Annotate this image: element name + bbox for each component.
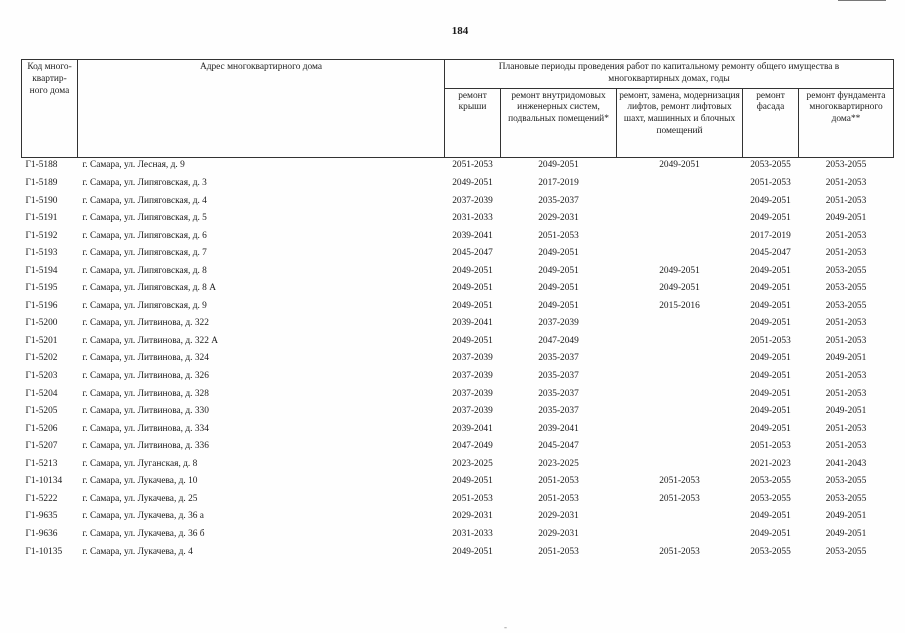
repair-schedule-table (21, 59, 894, 561)
cell-address: г. Самара, ул. Литвинова, д. 326 (82, 371, 209, 382)
cell-code: Г1-5222 (25, 493, 58, 504)
cell-address: г. Самара, ул. Лукачева, д. 25 (82, 493, 198, 504)
cell-roof: 2047-2049 (452, 441, 493, 452)
cell-address: г. Самара, ул. Литвинова, д. 330 (82, 406, 209, 417)
cell-code: Г1-5193 (25, 248, 58, 259)
cell-elevators: 2051-2053 (659, 493, 700, 504)
cell-address: г. Самара, ул. Литвинова, д. 334 (82, 423, 209, 434)
header-periods: Плановые периоды проведения работ по капитальному ремонту общего имущества в многоквартирных домах, годы (445, 60, 894, 89)
cell-address: г. Самара, ул. Литвинова, д. 336 (82, 441, 209, 452)
cell-foundation: 2051-2053 (825, 371, 867, 382)
cell-facade: 2049-2051 (750, 388, 791, 399)
cell-elevators (617, 456, 743, 474)
cell-engineering: 2035-2037 (538, 388, 579, 399)
cell-foundation: 2053-2055 (825, 546, 867, 557)
cell-code: Г1-5206 (25, 423, 58, 434)
cell-roof: 2039-2041 (452, 318, 493, 329)
cell-facade: 2049-2051 (750, 195, 791, 206)
cell-code: Г1-5213 (25, 458, 58, 469)
table-row (22, 157, 894, 175)
cell-code: Г1-5200 (25, 318, 58, 329)
cell-elevators (617, 210, 743, 228)
cell-facade: 2049-2051 (750, 371, 791, 382)
cell-code: Г1-5192 (25, 230, 58, 241)
cell-facade: 2049-2051 (750, 213, 791, 224)
cell-elevators (617, 421, 743, 439)
cell-code: Г1-5190 (25, 195, 58, 206)
cell-roof: 2037-2039 (452, 353, 493, 364)
cell-engineering: 2049-2051 (501, 157, 617, 175)
cell-roof: 2037-2039 (452, 388, 493, 399)
table-row (22, 193, 894, 211)
cell-facade: 2045-2047 (750, 248, 791, 259)
table-body (22, 157, 894, 561)
cell-facade: 2049-2051 (750, 265, 791, 276)
cell-engineering: 2029-2031 (538, 511, 579, 522)
cell-address: г. Самара, ул. Липяговская, д. 8 А (82, 283, 216, 294)
cell-engineering: 2029-2031 (538, 213, 579, 224)
cell-code: Г1-5204 (25, 388, 58, 399)
table-row (22, 368, 894, 386)
cell-facade: 2053-2055 (750, 546, 791, 557)
cell-facade: 2049-2051 (750, 423, 791, 434)
table-row (22, 456, 894, 474)
cell-foundation: 2049-2051 (825, 511, 867, 522)
cell-roof: 2049-2051 (452, 283, 493, 294)
cell-facade: 2049-2051 (750, 528, 791, 539)
cell-foundation: 2051-2053 (825, 388, 867, 399)
table-row (22, 526, 894, 544)
cell-elevators (617, 386, 743, 404)
cell-engineering: 2051-2053 (538, 546, 579, 557)
cell-foundation: 2053-2055 (825, 476, 867, 487)
cell-facade: 2049-2051 (750, 353, 791, 364)
table-row (22, 175, 894, 193)
cell-roof: 2049-2051 (452, 546, 493, 557)
cell-code: Г1-10135 (25, 546, 63, 557)
cell-foundation: 2049-2051 (825, 213, 867, 224)
cell-code: Г1-9636 (25, 528, 58, 539)
cell-roof: 2023-2025 (452, 458, 493, 469)
cell-foundation: 2053-2055 (825, 300, 867, 311)
cell-address: г. Самара, ул. Липяговская, д. 7 (82, 248, 207, 259)
table-row (22, 403, 894, 421)
cell-elevators (617, 509, 743, 527)
cell-code: Г1-5207 (25, 441, 58, 452)
cell-address: г. Самара, ул. Липяговская, д. 6 (82, 230, 207, 241)
cell-code: Г1-5194 (25, 265, 58, 276)
table-row (22, 333, 894, 351)
cell-roof: 2039-2041 (452, 423, 493, 434)
cell-foundation: 2053-2055 (825, 283, 867, 294)
header-engineering: ремонт внутридомовых инженерных систем, подвальных помещений* (501, 88, 617, 157)
table-row (22, 210, 894, 228)
cell-address: г. Самара, ул. Липяговская, д. 4 (82, 195, 207, 206)
table-row (22, 544, 894, 562)
cell-elevators: 2051-2053 (659, 476, 700, 487)
cell-code: Г1-5203 (25, 371, 58, 382)
cell-engineering: 2037-2039 (538, 318, 579, 329)
cell-foundation: 2041-2043 (825, 458, 867, 469)
cell-address: г. Самара, ул. Литвинова, д. 322 А (82, 335, 218, 346)
cell-engineering: 2023-2025 (538, 458, 579, 469)
cell-engineering: 2035-2037 (538, 195, 579, 206)
cell-facade: 2017-2019 (750, 230, 791, 241)
cell-foundation: 2051-2053 (825, 230, 867, 241)
cell-facade: 2021-2023 (750, 458, 791, 469)
table-row (22, 316, 894, 334)
cell-address: г. Самара, ул. Лесная, д. 9 (78, 157, 445, 175)
cell-elevators (617, 351, 743, 369)
repair-schedule-table-wrap (21, 59, 894, 561)
cell-code: Г1-5191 (25, 213, 58, 224)
table-row (22, 263, 894, 281)
cell-roof: 2049-2051 (452, 178, 493, 189)
cell-foundation: 2051-2053 (825, 335, 867, 346)
cell-elevators: 2049-2051 (659, 265, 700, 276)
cell-address: г. Самара, ул. Липяговская, д. 9 (82, 300, 207, 311)
cell-roof: 2051-2053 (452, 493, 493, 504)
header-code: Код много-квартир-ного дома (22, 60, 78, 158)
cell-address: г. Самара, ул. Липяговская, д. 5 (82, 213, 207, 224)
cell-address: г. Самара, ул. Лукачева, д. 36 б (82, 528, 205, 539)
cell-roof: 2049-2051 (452, 476, 493, 487)
cell-elevators (617, 175, 743, 193)
table-row (22, 509, 894, 527)
cell-roof: 2037-2039 (452, 406, 493, 417)
cell-elevators: 2049-2051 (617, 157, 743, 175)
cell-code: Г1-5202 (25, 353, 58, 364)
page-number: 184 (451, 25, 469, 37)
header-foundation: ремонт фундамента многоквартирного дома** (799, 88, 894, 157)
table-row (22, 491, 894, 509)
cell-facade: 2053-2055 (743, 157, 799, 175)
cell-address: г. Самара, ул. Литвинова, д. 324 (82, 353, 209, 364)
cell-foundation: 2053-2055 (825, 265, 867, 276)
cell-engineering: 2051-2053 (538, 230, 579, 241)
cell-elevators: 2049-2051 (659, 283, 700, 294)
cell-engineering: 2049-2051 (538, 283, 579, 294)
table-row (22, 298, 894, 316)
cell-facade: 2051-2053 (750, 441, 791, 452)
table-row (22, 473, 894, 491)
cell-engineering: 2051-2053 (538, 476, 579, 487)
cell-address: г. Самара, ул. Липяговская, д. 8 (82, 265, 207, 276)
cell-roof: 2037-2039 (452, 195, 493, 206)
table-row (22, 245, 894, 263)
table-row (22, 280, 894, 298)
table-row (22, 228, 894, 246)
cell-engineering: 2029-2031 (538, 528, 579, 539)
cell-roof: 2049-2051 (452, 300, 493, 311)
cell-roof: 2051-2053 (445, 157, 501, 175)
cell-elevators (617, 245, 743, 263)
cell-roof: 2031-2033 (452, 528, 493, 539)
cell-engineering: 2049-2051 (538, 265, 579, 276)
header-roof: ремонт крыши (445, 88, 501, 157)
table-row (22, 351, 894, 369)
table-row (22, 421, 894, 439)
cell-elevators: 2015-2016 (659, 300, 700, 311)
cell-facade: 2049-2051 (750, 511, 791, 522)
cell-code: Г1-9635 (25, 511, 58, 522)
cell-facade: 2051-2053 (750, 335, 791, 346)
cell-code: Г1-5196 (25, 300, 58, 311)
cell-elevators (617, 333, 743, 351)
cell-foundation: 2049-2051 (825, 406, 867, 417)
cell-engineering: 2017-2019 (538, 178, 579, 189)
cell-foundation: 2053-2055 (825, 493, 867, 504)
cell-code: Г1-5205 (25, 406, 58, 417)
cell-address: г. Самара, ул. Лукачева, д. 36 а (82, 511, 204, 522)
cell-facade: 2051-2053 (750, 178, 791, 189)
table-row (22, 438, 894, 456)
cell-engineering: 2049-2051 (538, 300, 579, 311)
cell-facade: 2049-2051 (750, 406, 791, 417)
cell-roof: 2045-2047 (452, 248, 493, 259)
cell-facade: 2049-2051 (750, 283, 791, 294)
cell-code: Г1-5189 (25, 178, 58, 189)
cell-engineering: 2051-2053 (538, 493, 579, 504)
cell-address: г. Самара, ул. Литвинова, д. 328 (82, 388, 209, 399)
cell-roof: 2029-2031 (452, 511, 493, 522)
cell-roof: 2037-2039 (452, 371, 493, 382)
cell-foundation: 2051-2053 (825, 423, 867, 434)
header-elevators: ремонт, замена, модернизация лифтов, ремонт лифтовых шахт, машинных и блочных помещений (617, 88, 743, 157)
cell-elevators (617, 193, 743, 211)
cell-foundation: 2051-2053 (825, 248, 867, 259)
cell-engineering: 2035-2037 (538, 406, 579, 417)
cell-code: Г1-5195 (25, 283, 58, 294)
cell-elevators (617, 403, 743, 421)
cell-address: г. Самара, ул. Литвинова, д. 322 (82, 318, 209, 329)
cell-address: г. Самара, ул. Лукачева, д. 10 (82, 476, 198, 487)
cell-address: г. Самара, ул. Липяговская, д. 3 (82, 178, 207, 189)
table-row (22, 386, 894, 404)
cell-elevators (617, 368, 743, 386)
cell-roof: 2049-2051 (452, 335, 493, 346)
cell-elevators (617, 438, 743, 456)
cell-foundation: 2051-2053 (825, 441, 867, 452)
cell-engineering: 2039-2041 (538, 423, 579, 434)
cell-engineering: 2049-2051 (538, 248, 579, 259)
cell-foundation: 2051-2053 (825, 178, 867, 189)
cell-engineering: 2047-2049 (538, 335, 579, 346)
scan-mark: - (504, 622, 507, 632)
cell-foundation: 2049-2051 (825, 353, 867, 364)
cell-foundation: 2051-2053 (825, 318, 867, 329)
cell-code: Г1-10134 (25, 476, 63, 487)
cell-facade: 2049-2051 (750, 318, 791, 329)
cell-foundation: 2051-2053 (825, 195, 867, 206)
cell-elevators: 2051-2053 (659, 546, 700, 557)
header-facade: ремонт фасада (743, 88, 799, 157)
cell-engineering: 2035-2037 (538, 371, 579, 382)
cell-facade: 2049-2051 (750, 300, 791, 311)
cell-foundation: 2049-2051 (825, 528, 867, 539)
cell-facade: 2053-2055 (750, 476, 791, 487)
cell-facade: 2053-2055 (750, 493, 791, 504)
cell-foundation: 2053-2055 (799, 157, 894, 175)
top-edge-rule (838, 0, 886, 1)
cell-engineering: 2045-2047 (538, 441, 579, 452)
cell-roof: 2049-2051 (452, 265, 493, 276)
cell-roof: 2031-2033 (452, 213, 493, 224)
header-address: Адрес многоквартирного дома (78, 60, 445, 158)
cell-address: г. Самара, ул. Луганская, д. 8 (82, 458, 198, 469)
cell-roof: 2039-2041 (452, 230, 493, 241)
cell-elevators (617, 526, 743, 544)
cell-address: г. Самара, ул. Лукачева, д. 4 (82, 546, 193, 557)
cell-engineering: 2035-2037 (538, 353, 579, 364)
cell-code: Г1-5201 (25, 335, 58, 346)
cell-elevators (617, 228, 743, 246)
cell-elevators (617, 316, 743, 334)
cell-code: Г1-5188 (22, 157, 78, 175)
